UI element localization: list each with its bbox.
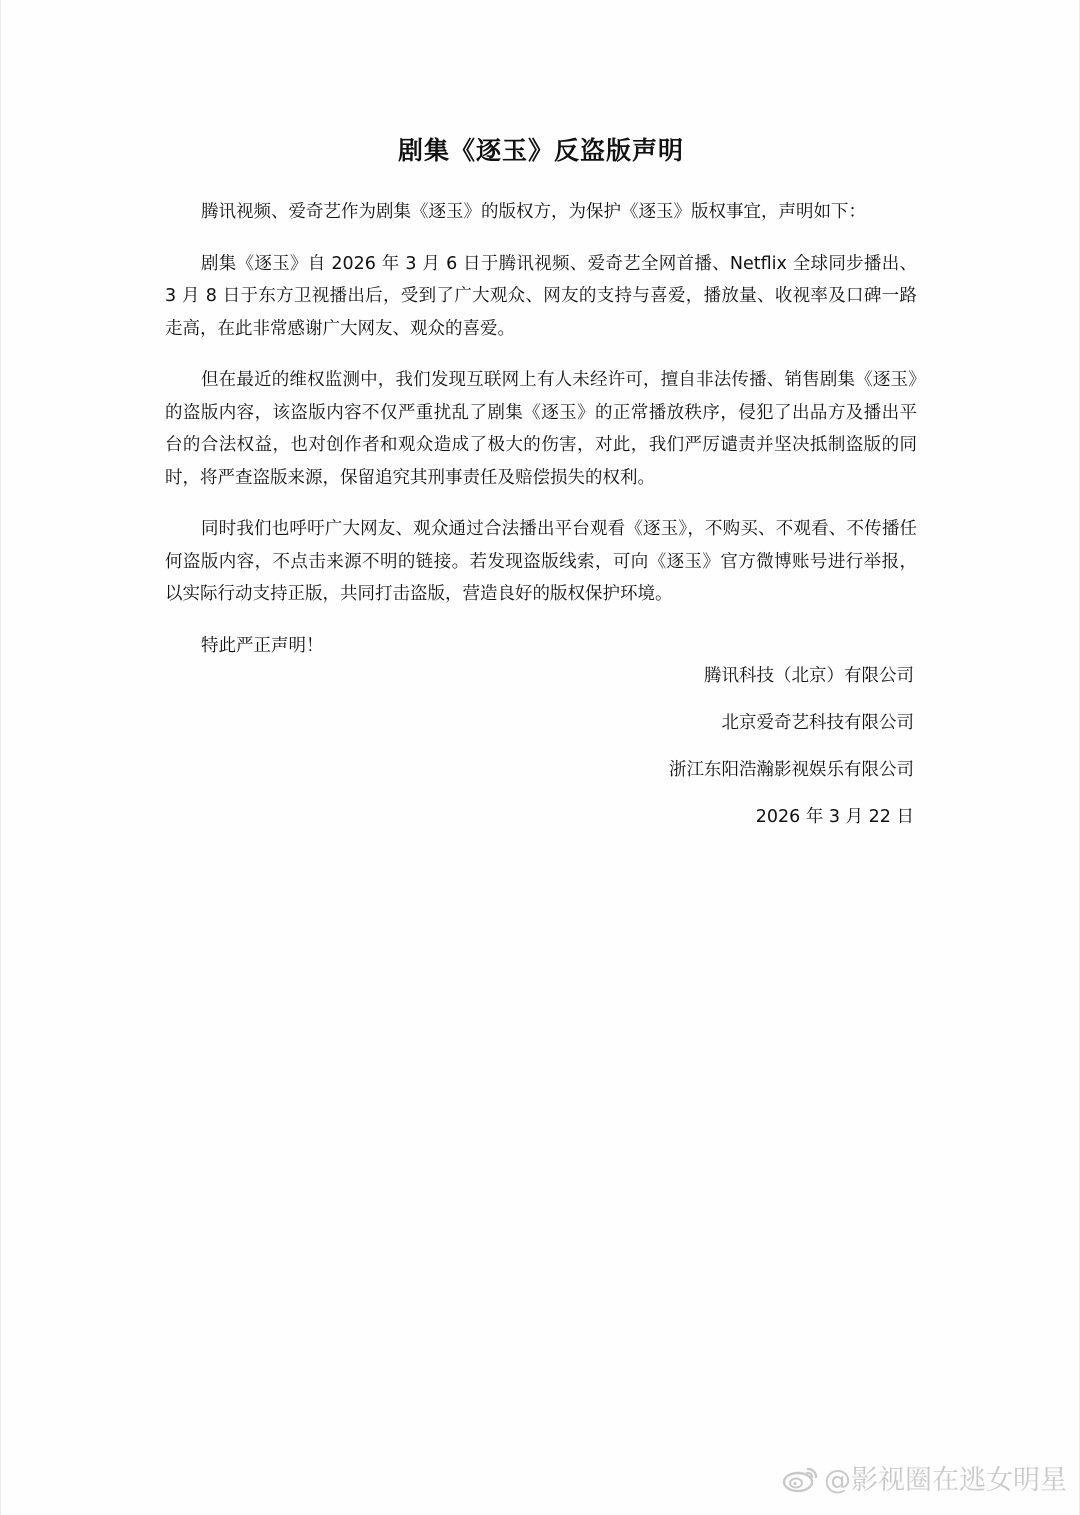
watermark (782, 1458, 1067, 1497)
paragraph-intro: 腾讯视频、爱奇艺作为剧集《逐玉》的版权方，为保护《逐玉》版权事宜，声明如下： (201, 202, 866, 222)
document-body (165, 196, 917, 681)
signature-block (669, 660, 914, 848)
paragraph-appeal: 同时我们也呼吁广大网友、观众通过合法播出平台观看《逐玉》，不购买、不观看、不传播任何盗版内容，不点击来源不明的链接。若发现盗版线索，可向《逐玉》官方微博账号进行举报，以实际行动支持正版，共同打击盗版，营造良好的版权保护环境。 (165, 519, 917, 604)
watermark-text: @影视圈在逃女明星 (824, 1465, 1067, 1496)
paragraph-broadcast: 剧集《逐玉》自 2026 年 3 月 6 日于腾讯视频、爱奇艺全网首播、Netflix 全球同步播出、3 月 8 日于东方卫视播出后，受到了广大观众、网友的支持与喜爱，播放量、收视率及口碑一路走高，在此非常感谢广大网友、观众的喜爱。 (165, 253, 917, 339)
document-title: 剧集《逐玉》反盗版声明 (397, 136, 684, 165)
paragraph-piracy: 但在最近的维权监测中，我们发现互联网上有人未经许可，擅自非法传播、销售剧集《逐玉》的盗版内容，该盗版内容不仅严重扰乱了剧集《逐玉》的正常播放秩序，侵犯了出品方及播出平台的合法权益，也对创作者和观众造成了极大的伤害，对此，我们严厉谴责并坚决抵制盗版的同时，将严查盗版来源，保留追究其刑事责任及赔偿损失的权利。 (165, 370, 917, 488)
signatory-tencent: 腾讯科技（北京）有限公司 (704, 666, 914, 686)
signatory-iqiyi: 北京爱奇艺科技有限公司 (721, 713, 914, 733)
paragraph-closing: 特此严正声明！ (201, 635, 324, 656)
statement-date: 2026 年 3 月 22 日 (755, 807, 914, 827)
signatory-haohan: 浙江东阳浩瀚影视娱乐有限公司 (669, 760, 914, 780)
weibo-icon (782, 1463, 820, 1493)
